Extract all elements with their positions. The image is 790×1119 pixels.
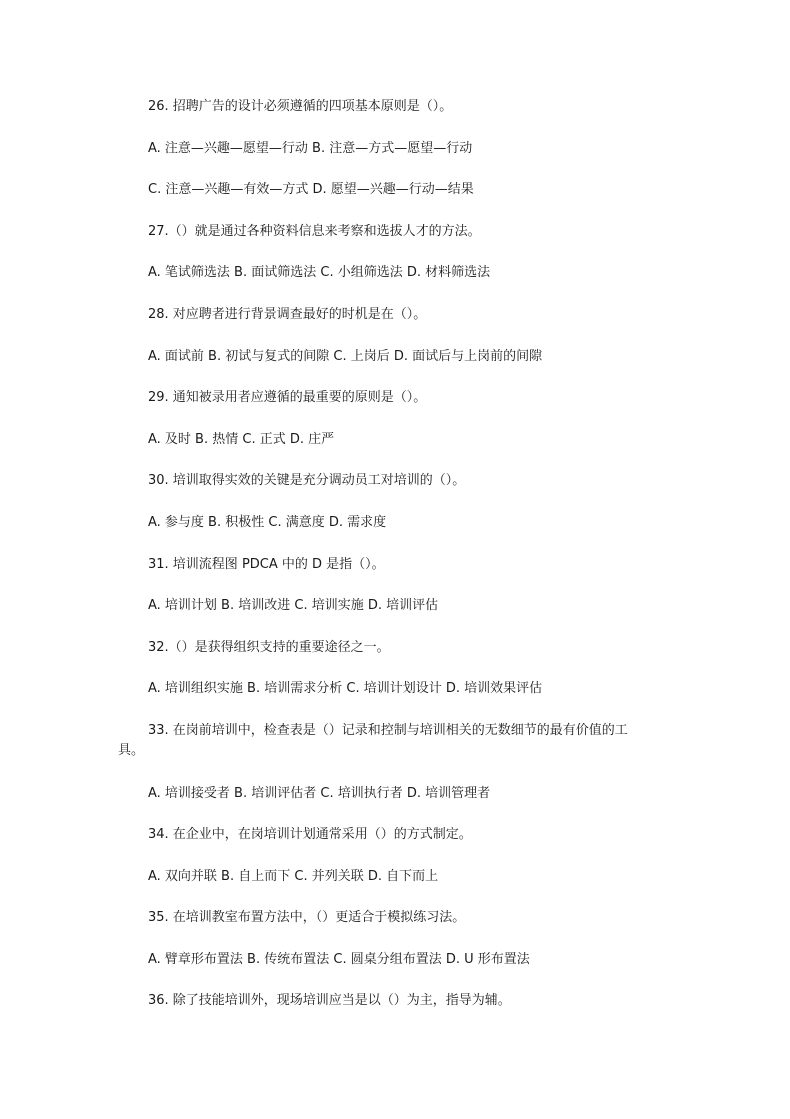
question-30: 30. 培训取得实效的关键是充分调动员工对培训的（）。 [148,473,466,488]
options-33: A. 培训接受者 B. 培训评估者 C. 培训执行者 D. 培训管理者 [148,786,491,801]
question-31: 31. 培训流程图 PDCA 中的 D 是指（）。 [148,557,385,572]
question-33-line1: 33. 在岗前培训中，检查表是（）记录和控制与培训相关的无数细节的最有价值的工 [148,723,628,738]
question-29: 29. 通知被录用者应遵循的最重要的原则是（）。 [148,390,427,405]
question-27: 27.（）就是通过各种资料信息来考察和选拔人才的方法。 [148,224,481,239]
options-27: A. 笔试筛选法 B. 面试筛选法 C. 小组筛选法 D. 材料筛选法 [148,265,491,280]
options-28: A. 面试前 B. 初试与复式的间隙 C. 上岗后 D. 面试后与上岗前的间隙 [148,349,543,364]
question-28: 28. 对应聘者进行背景调查最好的时机是在（）。 [148,307,427,322]
options-26-line1: A. 注意—兴趣—愿望—行动 B. 注意—方式—愿望—行动 [148,141,473,156]
options-26-line2: C. 注意—兴趣—有效—方式 D. 愿望—兴趣—行动—结果 [148,182,474,197]
question-32: 32.（）是获得组织支持的重要途径之一。 [148,640,390,655]
options-35: A. 臂章形布置法 B. 传统布置法 C. 圆桌分组布置法 D. U 形布置法 [148,952,530,967]
question-26: 26. 招聘广告的设计必须遵循的四项基本原则是（）。 [148,99,453,114]
question-33-line2: 具。 [118,743,145,758]
question-34: 34. 在企业中，在岗培训计划通常采用（）的方式制定。 [148,827,472,842]
options-29: A. 及时 B. 热情 C. 正式 D. 庄严 [148,432,335,447]
question-36: 36. 除了技能培训外，现场培训应当是以（）为主，指导为辅。 [148,993,511,1008]
question-35: 35. 在培训教室布置方法中，（）更适合于模拟练习法。 [148,910,466,925]
options-34: A. 双向并联 B. 自上而下 C. 并列关联 D. 自下而上 [148,869,439,884]
options-30: A. 参与度 B. 积极性 C. 满意度 D. 需求度 [148,515,387,530]
options-31: A. 培训计划 B. 培训改进 C. 培训实施 D. 培训评估 [148,598,439,613]
options-32: A. 培训组织实施 B. 培训需求分析 C. 培训计划设计 D. 培训效果评估 [148,681,543,696]
